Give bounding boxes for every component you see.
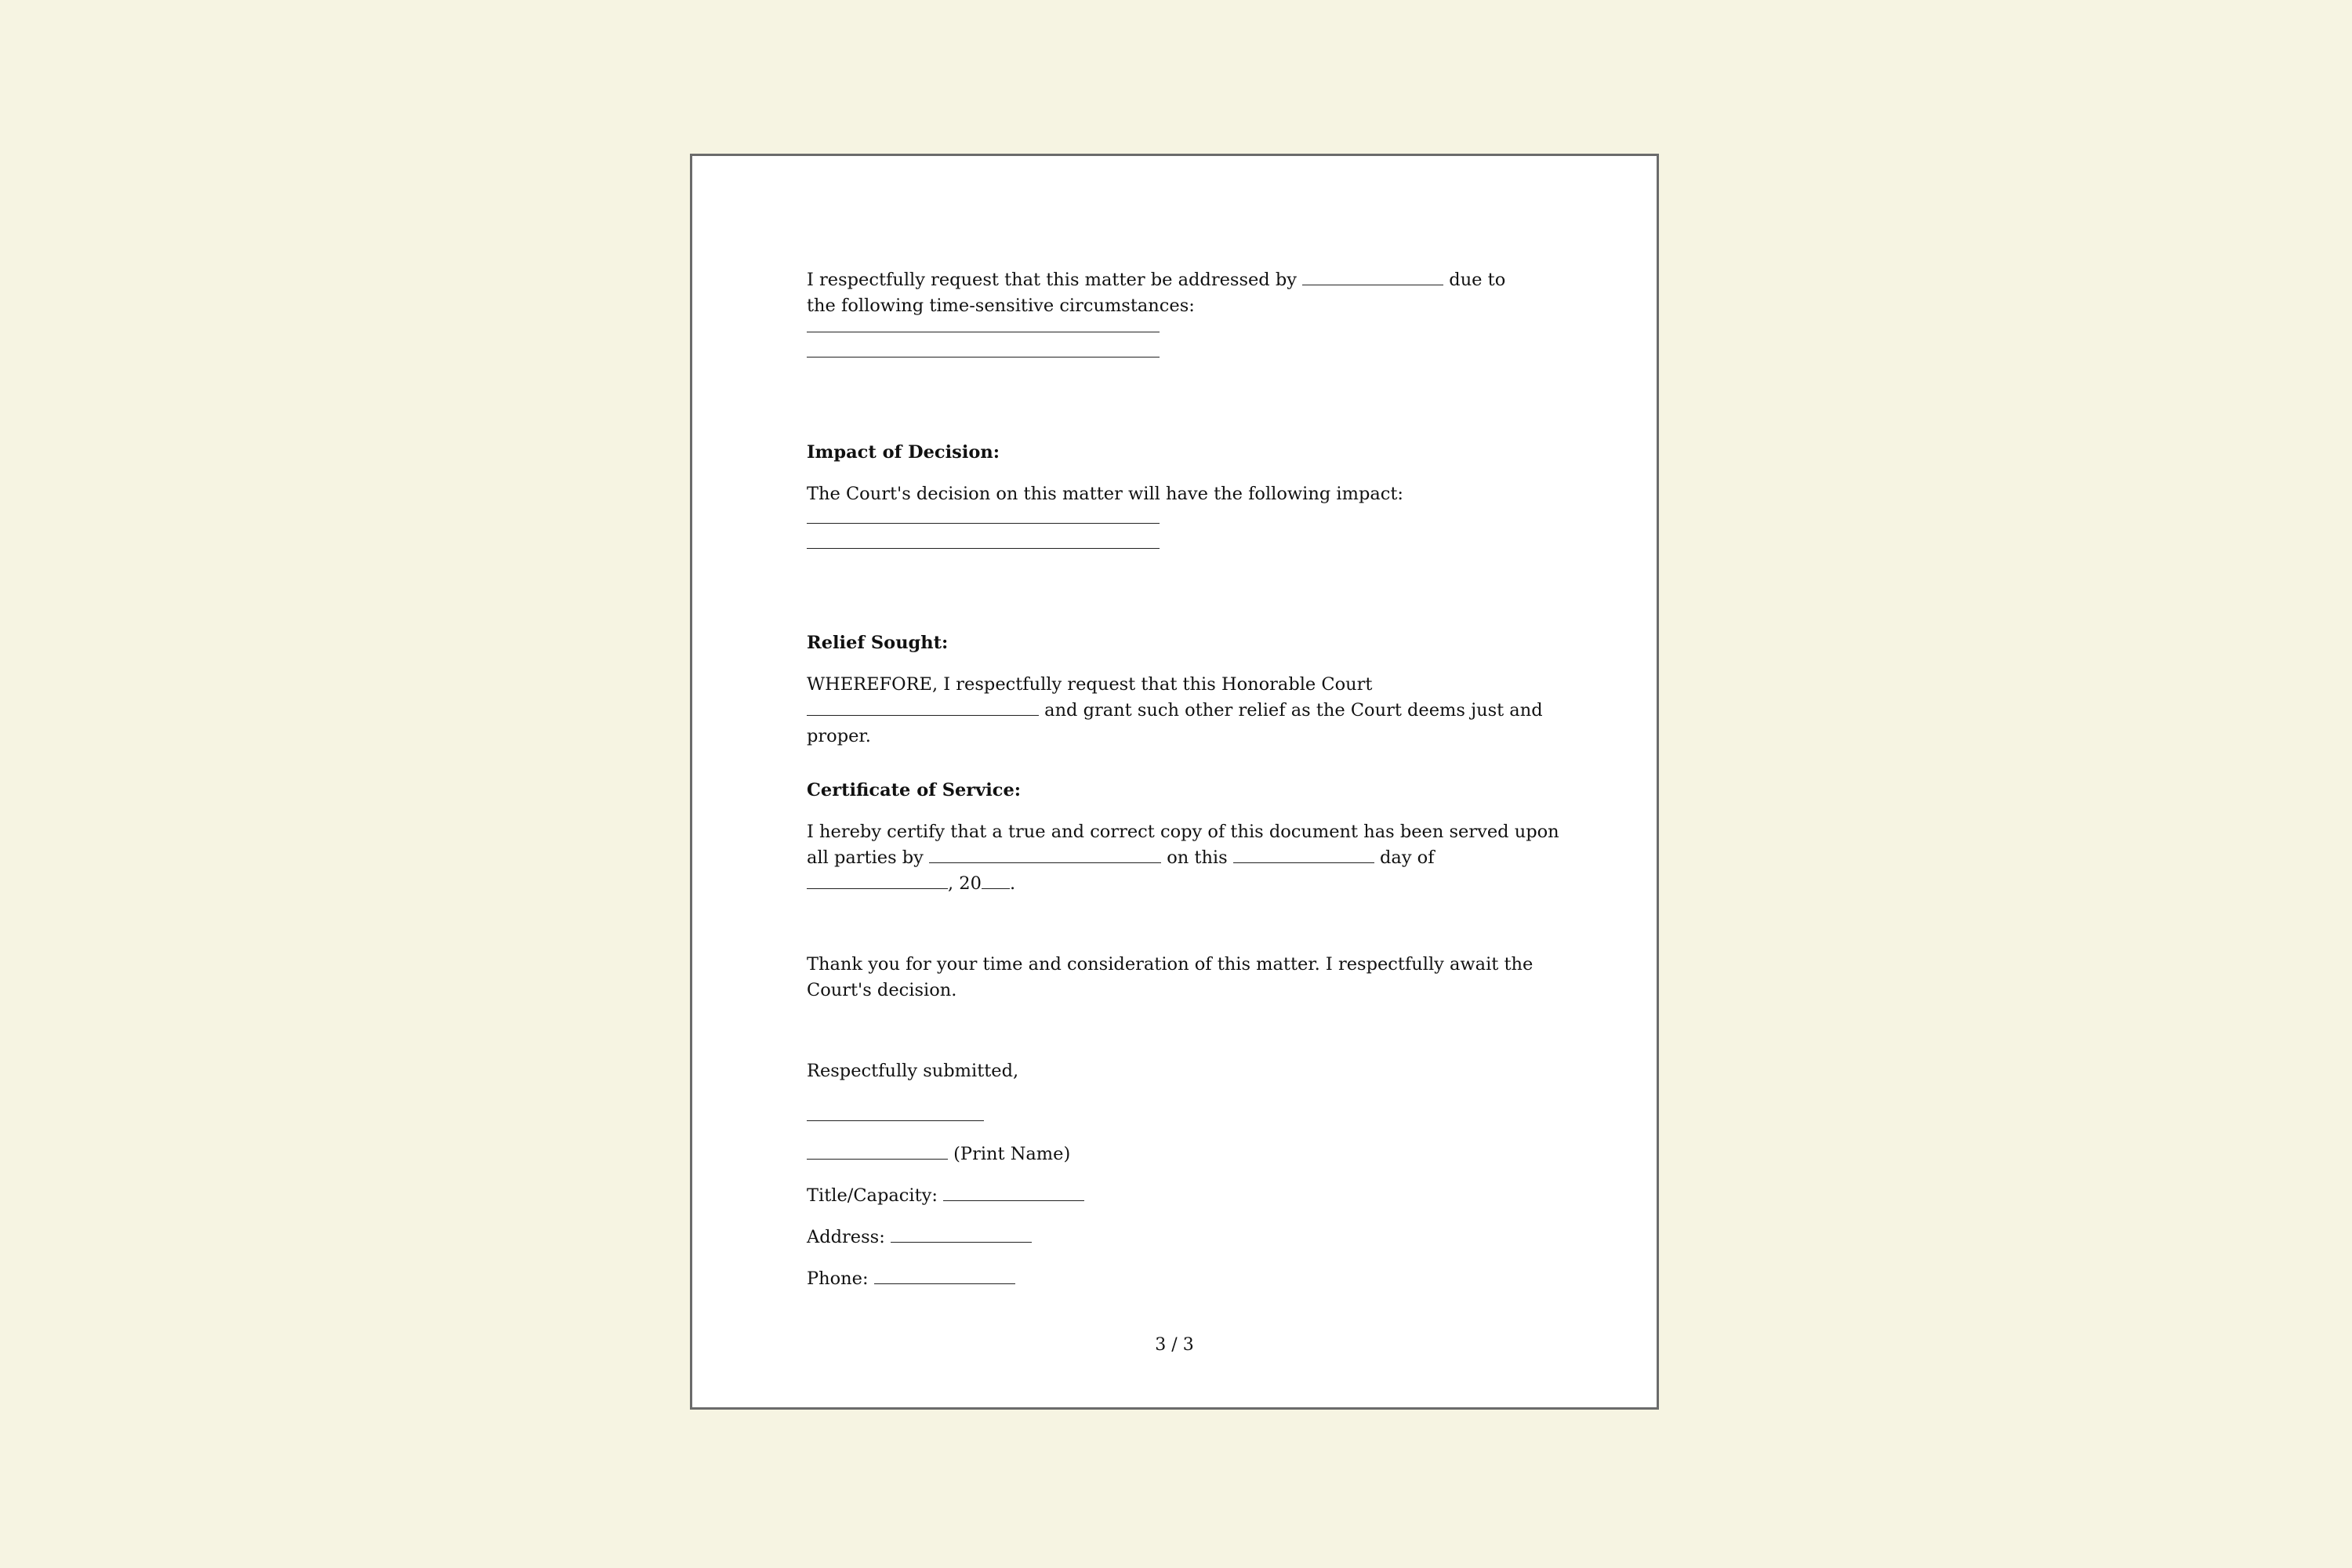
address-blank[interactable] [891,1225,1032,1243]
service-day-blank[interactable] [1233,845,1374,863]
circumstances-blank-line-2[interactable] [807,357,1160,358]
relief-paragraph: WHEREFORE, I respectfully request that this Honorable Court and grant such other relief as the Court deems just and proper. [807,674,1543,746]
signature-blank[interactable] [807,1103,984,1121]
certificate-paragraph: I hereby certify that a true and correct copy of this document has been served upon all parties by on this day of , 20 . [807,822,1559,894]
impact-blank-line-2[interactable] [807,548,1160,549]
service-year-blank[interactable] [982,871,1010,889]
print-name-line: (Print Name) [807,1142,1070,1167]
certificate-heading: Certificate of Service: [807,780,1022,800]
closing-paragraph: Thank you for your time and consideration of this matter. I respectfully await the Court's decision. [807,954,1534,1000]
phone-blank[interactable] [874,1266,1015,1284]
page-number: 3 / 3 [1155,1335,1194,1355]
impact-blank-line-1[interactable] [807,523,1160,524]
address-line: Address: [807,1225,1032,1250]
print-name-blank[interactable] [807,1142,948,1160]
timing-blank[interactable] [1302,267,1443,285]
document-page [690,154,1659,1410]
impact-text: The Court's decision on this matter will have the following impact: [807,484,1403,504]
timing-request-paragraph: I respectfully request that this matter be addressed by due to the following time-sensitive circumstances: [807,267,1512,319]
signature-salutation: Respectfully submitted, [807,1061,1019,1081]
relief-blank[interactable] [807,698,1039,716]
title-capacity-line: Title/Capacity: [807,1183,1084,1209]
service-method-blank[interactable] [929,845,1161,863]
phone-line: Phone: [807,1266,1015,1292]
impact-heading: Impact of Decision: [807,442,1000,463]
relief-heading: Relief Sought: [807,633,949,653]
service-month-blank[interactable] [807,871,948,889]
title-capacity-blank[interactable] [943,1183,1084,1201]
